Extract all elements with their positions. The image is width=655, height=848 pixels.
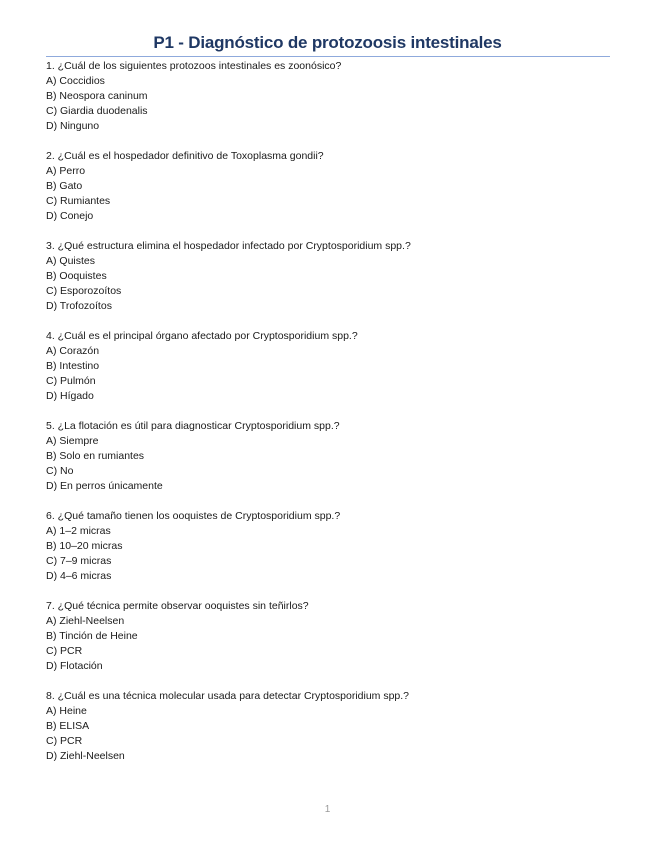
option-d: D) En perros únicamente [46, 480, 163, 492]
title-divider [46, 56, 610, 57]
option-b: B) Ooquistes [46, 270, 107, 282]
question-2 [46, 149, 616, 224]
question-text: 4. ¿Cuál es el principal órgano afectado por Cryptosporidium spp.? [46, 330, 358, 342]
option-c: C) PCR [46, 645, 83, 657]
question-6 [46, 509, 616, 584]
option-d: D) Hígado [46, 390, 94, 402]
option-c: C) Giardia duodenalis [46, 105, 148, 117]
option-d: D) Ziehl-Neelsen [46, 750, 125, 762]
option-c: C) No [46, 465, 74, 477]
question-8 [46, 689, 616, 764]
question-text: 5. ¿La flotación es útil para diagnosticar Cryptosporidium spp.? [46, 420, 340, 432]
option-c: C) Pulmón [46, 375, 96, 387]
option-b: B) 10–20 micras [46, 540, 123, 552]
option-b: B) Gato [46, 180, 83, 192]
page-title: P1 - Diagnóstico de protozoosis intestinales [153, 33, 502, 52]
question-text: 6. ¿Qué tamaño tienen los ooquistes de Cryptosporidium spp.? [46, 510, 341, 522]
option-b: B) Tinción de Heine [46, 630, 138, 642]
question-7 [46, 599, 616, 674]
question-4 [46, 329, 616, 404]
option-b: B) ELISA [46, 720, 90, 732]
question-text: 3. ¿Qué estructura elimina el hospedador infectado por Cryptosporidium spp.? [46, 240, 411, 252]
option-c: C) Rumiantes [46, 195, 111, 207]
option-c: C) 7–9 micras [46, 555, 112, 567]
option-d: D) Ninguno [46, 120, 100, 132]
option-b: B) Solo en rumiantes [46, 450, 145, 462]
option-b: B) Intestino [46, 360, 100, 372]
question-text: 7. ¿Qué técnica permite observar ooquistes sin teñirlos? [46, 600, 309, 612]
option-d: D) Trofozoítos [46, 300, 112, 312]
page-number: 1 [324, 804, 331, 815]
option-d: D) Flotación [46, 660, 103, 672]
option-b: B) Neospora caninum [46, 90, 148, 102]
option-a: A) Quistes [46, 255, 96, 267]
option-c: C) Esporozoítos [46, 285, 122, 297]
option-a: A) Siempre [46, 435, 99, 447]
option-d: D) 4–6 micras [46, 570, 112, 582]
question-text: 8. ¿Cuál es una técnica molecular usada para detectar Cryptosporidium spp.? [46, 690, 410, 702]
question-text: 1. ¿Cuál de los siguientes protozoos intestinales es zoonósico? [46, 60, 342, 72]
question-1 [46, 59, 616, 134]
question-3 [46, 239, 616, 314]
option-a: A) 1–2 micras [46, 525, 111, 537]
option-a: A) Ziehl-Neelsen [46, 615, 125, 627]
question-list [46, 59, 616, 779]
option-d: D) Conejo [46, 210, 94, 222]
option-a: A) Perro [46, 165, 86, 177]
option-a: A) Coccidios [46, 75, 105, 87]
question-5 [46, 419, 616, 494]
option-a: A) Corazón [46, 345, 100, 357]
question-text: 2. ¿Cuál es el hospedador definitivo de Toxoplasma gondii? [46, 150, 324, 162]
option-a: A) Heine [46, 705, 87, 717]
option-c: C) PCR [46, 735, 83, 747]
